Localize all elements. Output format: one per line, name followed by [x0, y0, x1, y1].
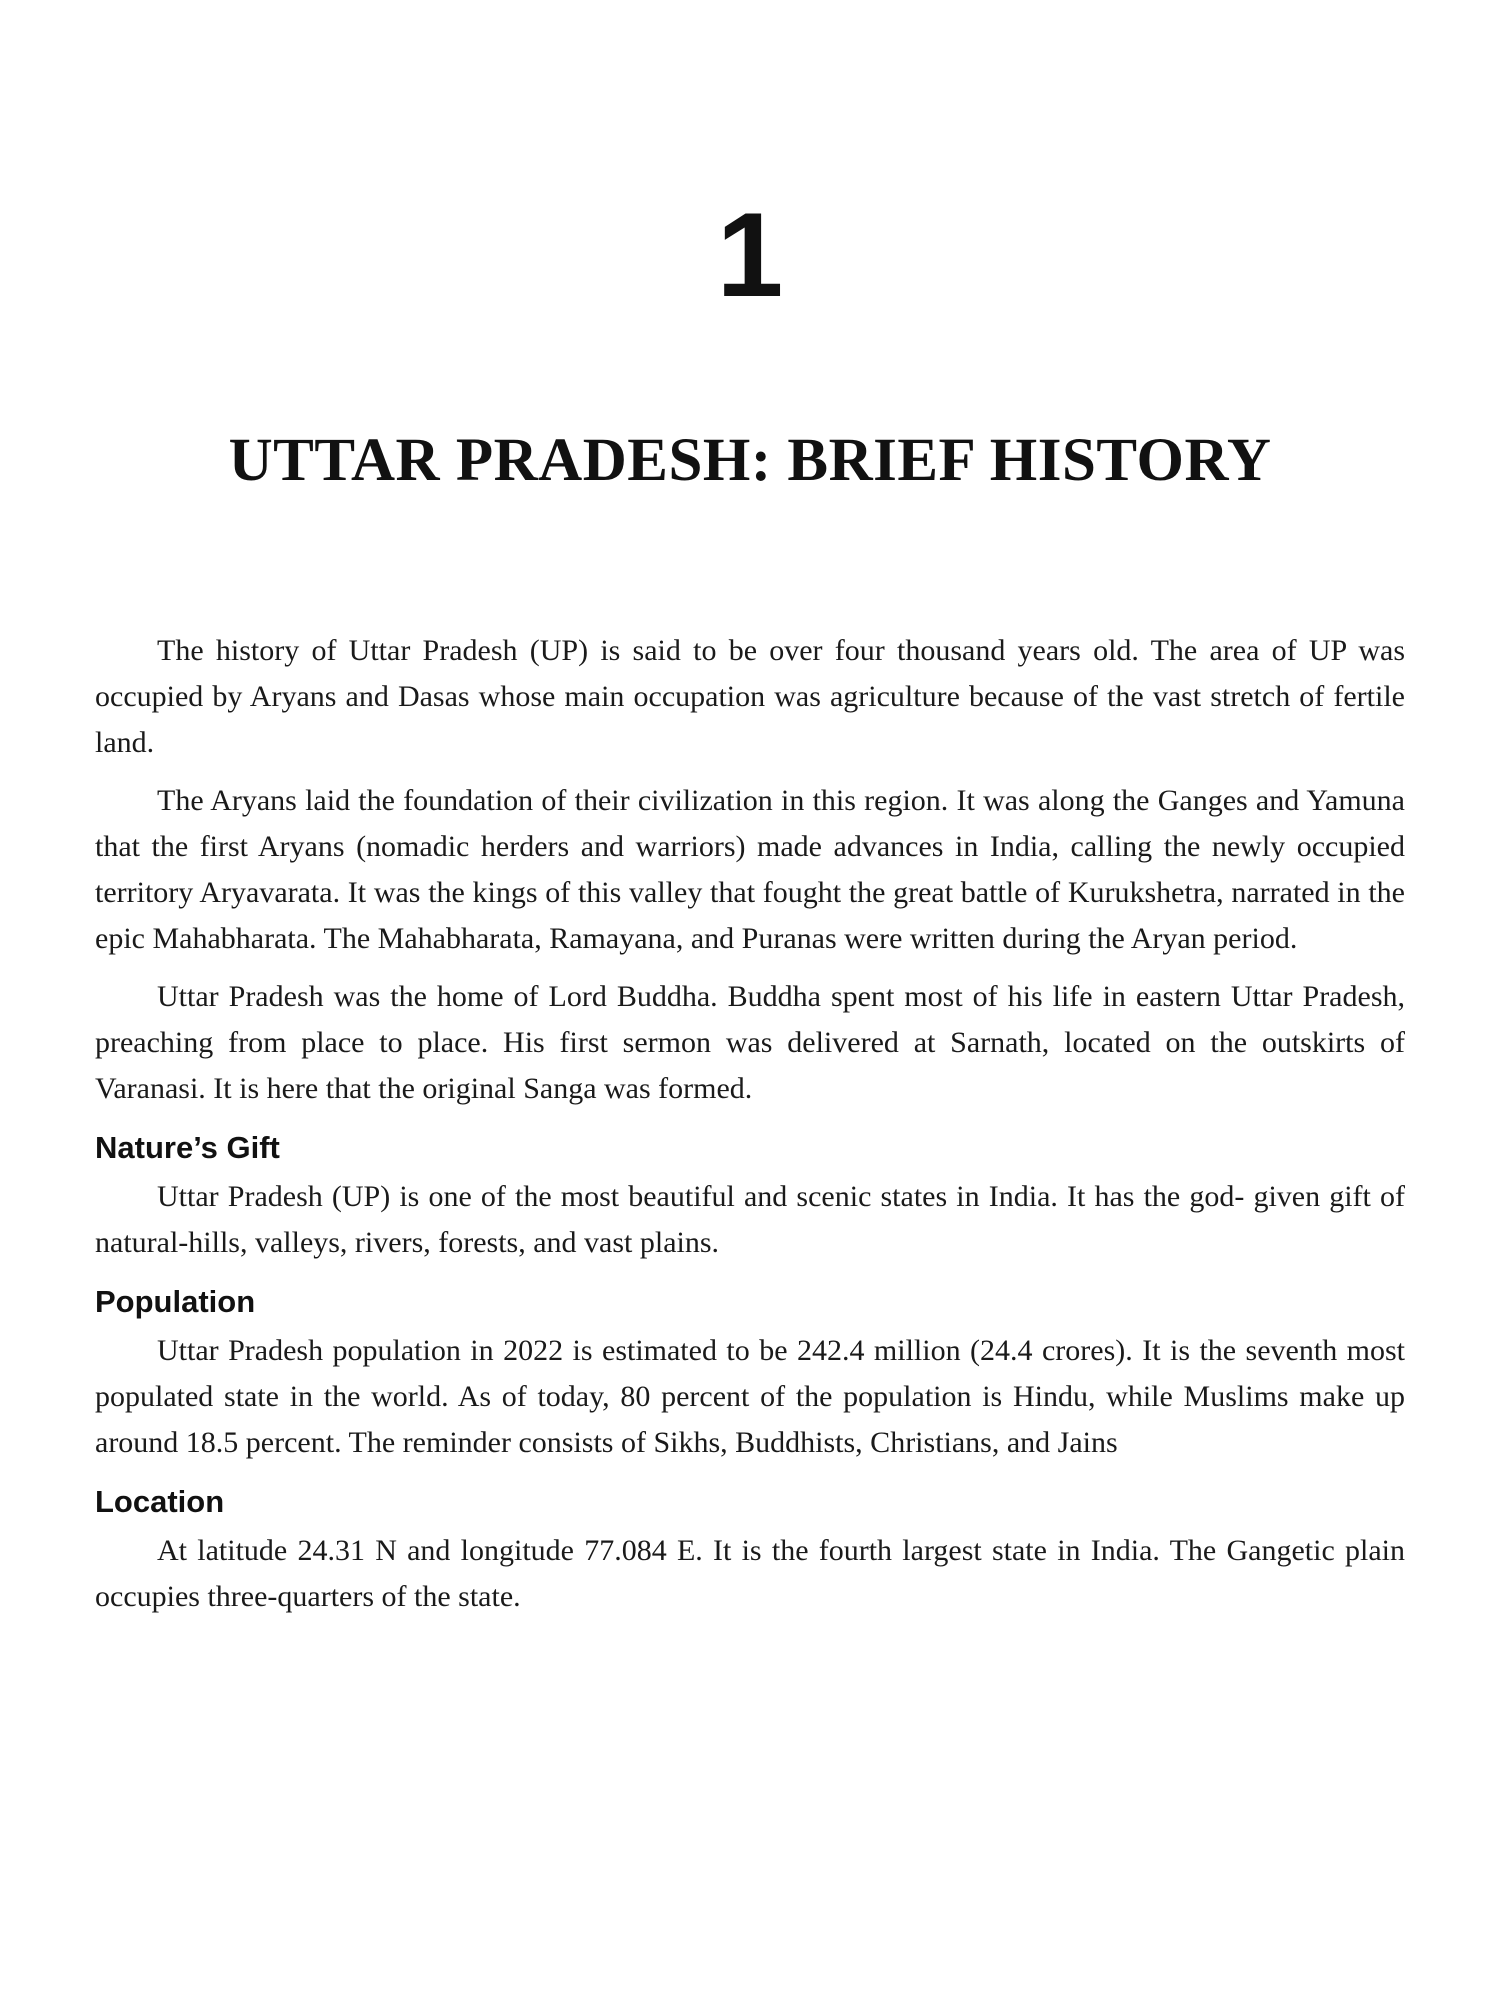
section-heading-population: Population [95, 1284, 256, 1319]
intro-paragraph-2: The Aryans laid the foundation of their civilization in this region. It was along the Ganges and Yamuna that the first Aryans (nomadic herders and warriors) made advances in India, calling the newly occupied territory Aryavarata. It was the kings of this valley that fought the great battle of Kurukshetra, narrated in the epic Mahabharata. The Mahabharata, Ramayana, and Puranas were written during the Aryan period. [95, 784, 1405, 955]
section-text-location: At latitude 24.31 N and longitude 77.084 E. It is the fourth largest state in India. The Gangetic plain occupies three-quarters of the state. [95, 1534, 1405, 1613]
section-heading-natures-gift: Nature’s Gift [95, 1130, 280, 1165]
section-heading-location: Location [95, 1484, 225, 1519]
section-text-population: Uttar Pradesh population in 2022 is estimated to be 242.4 million (24.4 crores). It is the seventh most populated state in the world. As of today, 80 percent of the population is Hindu, while Muslims make up around 18.5 percent. The reminder consists of Sikhs, Buddhists, Christians, and Jains [95, 1334, 1405, 1459]
intro-paragraph-1: The history of Uttar Pradesh (UP) is said to be over four thousand years old. The area of UP was occupied by Aryans and Dasas whose main occupation was agriculture because of the vast stretch of fertile land. [95, 634, 1405, 759]
chapter-title: UTTAR PRADESH: BRIEF HISTORY [228, 427, 1272, 494]
chapter-body [95, 628, 1405, 1632]
chapter-number: 1 [716, 188, 784, 322]
intro-paragraph-3: Uttar Pradesh was the home of Lord Buddha. Buddha spent most of his life in eastern Uttar Pradesh, preaching from place to place. His first sermon was delivered at Sarnath, located on the outskirts of Varanasi. It is here that the original Sanga was formed. [95, 980, 1405, 1105]
section-text-natures-gift: Uttar Pradesh (UP) is one of the most beautiful and scenic states in India. It has the god- given gift of natural-hills, valleys, rivers, forests, and vast plains. [95, 1180, 1405, 1259]
